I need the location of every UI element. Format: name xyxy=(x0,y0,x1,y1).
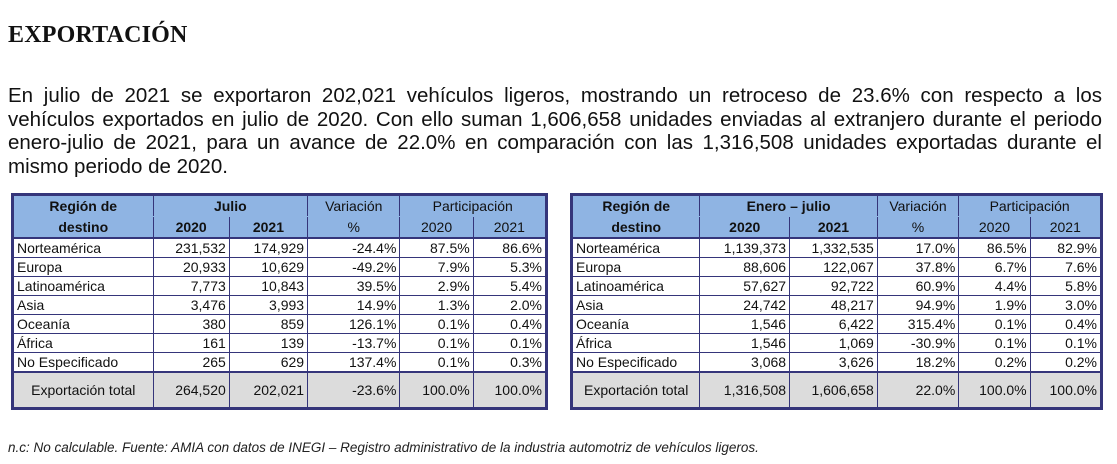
total-2020: 1,316,508 xyxy=(700,372,790,409)
variation-cell: 315.4% xyxy=(877,315,959,334)
value-2020-cell: 1,139,373 xyxy=(700,238,790,258)
table-row xyxy=(572,258,1102,277)
value-2020-cell: 380 xyxy=(153,315,229,334)
total-share-2020: 100.0% xyxy=(400,372,473,409)
total-label: Exportación total xyxy=(572,372,700,409)
total-2021: 202,021 xyxy=(229,372,307,409)
value-2021-cell: 122,067 xyxy=(790,258,878,277)
subheader-row xyxy=(13,217,547,239)
value-2021-cell: 859 xyxy=(229,315,307,334)
share-2020-cell: 0.1% xyxy=(400,353,473,373)
variation-cell: 14.9% xyxy=(308,296,400,315)
total-share-2020: 100.0% xyxy=(959,372,1030,409)
julio-table xyxy=(11,193,548,410)
value-2021-cell: 139 xyxy=(229,334,307,353)
table-row xyxy=(572,277,1102,296)
total-variation: 22.0% xyxy=(877,372,959,409)
region-cell: Latinoamérica xyxy=(13,277,154,296)
region-cell: Asia xyxy=(13,296,154,315)
value-2020-cell: 265 xyxy=(153,353,229,373)
pct-header: % xyxy=(877,217,959,239)
share-2020-cell: 4.4% xyxy=(959,277,1030,296)
table-row xyxy=(13,238,547,258)
variation-cell: 37.8% xyxy=(877,258,959,277)
total-2021: 1,606,658 xyxy=(790,372,878,409)
share-2021-cell: 0.2% xyxy=(1030,353,1101,373)
part-2021-header: 2021 xyxy=(473,217,546,239)
variation-cell: 137.4% xyxy=(308,353,400,373)
region-header: Región de xyxy=(572,195,700,217)
variation-cell: -13.7% xyxy=(308,334,400,353)
region-cell: No Especificado xyxy=(13,353,154,373)
region-header: Región de xyxy=(13,195,154,217)
share-2020-cell: 0.1% xyxy=(959,334,1030,353)
source-footnote: n.c: No calculable. Fuente: AMIA con datos de INEGI – Registro administrativo de la industria automotriz de vehículos ligeros. xyxy=(8,440,759,455)
value-2020-cell: 20,933 xyxy=(153,258,229,277)
share-2020-cell: 1.9% xyxy=(959,296,1030,315)
region-cell: Europa xyxy=(572,258,700,277)
table-row xyxy=(13,315,547,334)
share-2020-cell: 86.5% xyxy=(959,238,1030,258)
variacion-header: Variación xyxy=(308,195,400,217)
table-row xyxy=(572,315,1102,334)
enero-julio-table xyxy=(570,193,1103,410)
region-cell: África xyxy=(572,334,700,353)
subheader-row xyxy=(572,217,1102,239)
period-header: Enero – julio xyxy=(700,195,877,217)
share-2020-cell: 7.9% xyxy=(400,258,473,277)
region-cell: Asia xyxy=(572,296,700,315)
participacion-header: Participación xyxy=(959,195,1102,217)
region-cell: Oceanía xyxy=(13,315,154,334)
share-2021-cell: 3.0% xyxy=(1030,296,1101,315)
variation-cell: -24.4% xyxy=(308,238,400,258)
header-row xyxy=(572,195,1102,217)
variation-cell: 17.0% xyxy=(877,238,959,258)
value-2021-cell: 3,993 xyxy=(229,296,307,315)
share-2021-cell: 5.4% xyxy=(473,277,546,296)
region-cell: África xyxy=(13,334,154,353)
total-row xyxy=(13,372,547,409)
value-2020-cell: 1,546 xyxy=(700,334,790,353)
value-2021-cell: 1,332,535 xyxy=(790,238,878,258)
total-2020: 264,520 xyxy=(153,372,229,409)
value-2020-cell: 1,546 xyxy=(700,315,790,334)
region-cell: Oceanía xyxy=(572,315,700,334)
share-2020-cell: 0.1% xyxy=(400,334,473,353)
variation-cell: -49.2% xyxy=(308,258,400,277)
variation-cell: 60.9% xyxy=(877,277,959,296)
region-header-2: destino xyxy=(13,217,154,239)
variation-cell: -30.9% xyxy=(877,334,959,353)
value-2021-cell: 10,629 xyxy=(229,258,307,277)
value-2020-cell: 57,627 xyxy=(700,277,790,296)
period-header: Julio xyxy=(153,195,308,217)
share-2020-cell: 0.1% xyxy=(400,315,473,334)
year-2021-header: 2021 xyxy=(229,217,307,239)
share-2021-cell: 0.4% xyxy=(473,315,546,334)
value-2020-cell: 88,606 xyxy=(700,258,790,277)
share-2021-cell: 0.1% xyxy=(473,334,546,353)
year-2021-header: 2021 xyxy=(790,217,878,239)
share-2021-cell: 5.3% xyxy=(473,258,546,277)
region-cell: No Especificado xyxy=(572,353,700,373)
share-2021-cell: 2.0% xyxy=(473,296,546,315)
value-2021-cell: 92,722 xyxy=(790,277,878,296)
table-row xyxy=(13,334,547,353)
value-2020-cell: 3,068 xyxy=(700,353,790,373)
table-row xyxy=(13,258,547,277)
share-2021-cell: 0.1% xyxy=(1030,334,1101,353)
table-row xyxy=(572,296,1102,315)
table-row xyxy=(13,277,547,296)
share-2020-cell: 0.2% xyxy=(959,353,1030,373)
table-row xyxy=(13,296,547,315)
part-2021-header: 2021 xyxy=(1030,217,1101,239)
region-cell: Europa xyxy=(13,258,154,277)
table-row xyxy=(572,353,1102,373)
value-2020-cell: 7,773 xyxy=(153,277,229,296)
variation-cell: 126.1% xyxy=(308,315,400,334)
share-2020-cell: 6.7% xyxy=(959,258,1030,277)
value-2020-cell: 24,742 xyxy=(700,296,790,315)
pct-header: % xyxy=(308,217,400,239)
summary-paragraph: En julio de 2021 se exportaron 202,021 vehículos ligeros, mostrando un retroceso de 23.6% con respecto a los vehículos exportados en julio de 2020. Con ello suman 1,606,658 unidades enviadas al extranjero durante el periodo enero-julio de 2021, para un avance de 22.0% en comparación con las 1,316,508 unidades exportadas durante el mismo periodo de 2020. xyxy=(8,84,1102,178)
participacion-header: Participación xyxy=(400,195,547,217)
total-label: Exportación total xyxy=(13,372,154,409)
part-2020-header: 2020 xyxy=(400,217,473,239)
share-2020-cell: 1.3% xyxy=(400,296,473,315)
region-cell: Norteamérica xyxy=(13,238,154,258)
share-2020-cell: 2.9% xyxy=(400,277,473,296)
total-variation: -23.6% xyxy=(308,372,400,409)
value-2021-cell: 174,929 xyxy=(229,238,307,258)
share-2021-cell: 0.3% xyxy=(473,353,546,373)
region-cell: Latinoamérica xyxy=(572,277,700,296)
share-2021-cell: 82.9% xyxy=(1030,238,1101,258)
total-share-2021: 100.0% xyxy=(1030,372,1101,409)
table-row xyxy=(572,238,1102,258)
value-2021-cell: 3,626 xyxy=(790,353,878,373)
share-2021-cell: 0.4% xyxy=(1030,315,1101,334)
total-share-2021: 100.0% xyxy=(473,372,546,409)
year-2020-header: 2020 xyxy=(153,217,229,239)
variacion-header: Variación xyxy=(877,195,959,217)
table-row xyxy=(572,334,1102,353)
region-cell: Norteamérica xyxy=(572,238,700,258)
part-2020-header: 2020 xyxy=(959,217,1030,239)
value-2021-cell: 6,422 xyxy=(790,315,878,334)
page-title: EXPORTACIÓN xyxy=(8,22,188,48)
total-row xyxy=(572,372,1102,409)
variation-cell: 39.5% xyxy=(308,277,400,296)
value-2020-cell: 161 xyxy=(153,334,229,353)
variation-cell: 18.2% xyxy=(877,353,959,373)
share-2020-cell: 87.5% xyxy=(400,238,473,258)
share-2021-cell: 5.8% xyxy=(1030,277,1101,296)
share-2020-cell: 0.1% xyxy=(959,315,1030,334)
region-header-2: destino xyxy=(572,217,700,239)
share-2021-cell: 86.6% xyxy=(473,238,546,258)
value-2020-cell: 3,476 xyxy=(153,296,229,315)
value-2020-cell: 231,532 xyxy=(153,238,229,258)
share-2021-cell: 7.6% xyxy=(1030,258,1101,277)
year-2020-header: 2020 xyxy=(700,217,790,239)
value-2021-cell: 48,217 xyxy=(790,296,878,315)
value-2021-cell: 1,069 xyxy=(790,334,878,353)
variation-cell: 94.9% xyxy=(877,296,959,315)
value-2021-cell: 10,843 xyxy=(229,277,307,296)
header-row xyxy=(13,195,547,217)
table-row xyxy=(13,353,547,373)
value-2021-cell: 629 xyxy=(229,353,307,373)
